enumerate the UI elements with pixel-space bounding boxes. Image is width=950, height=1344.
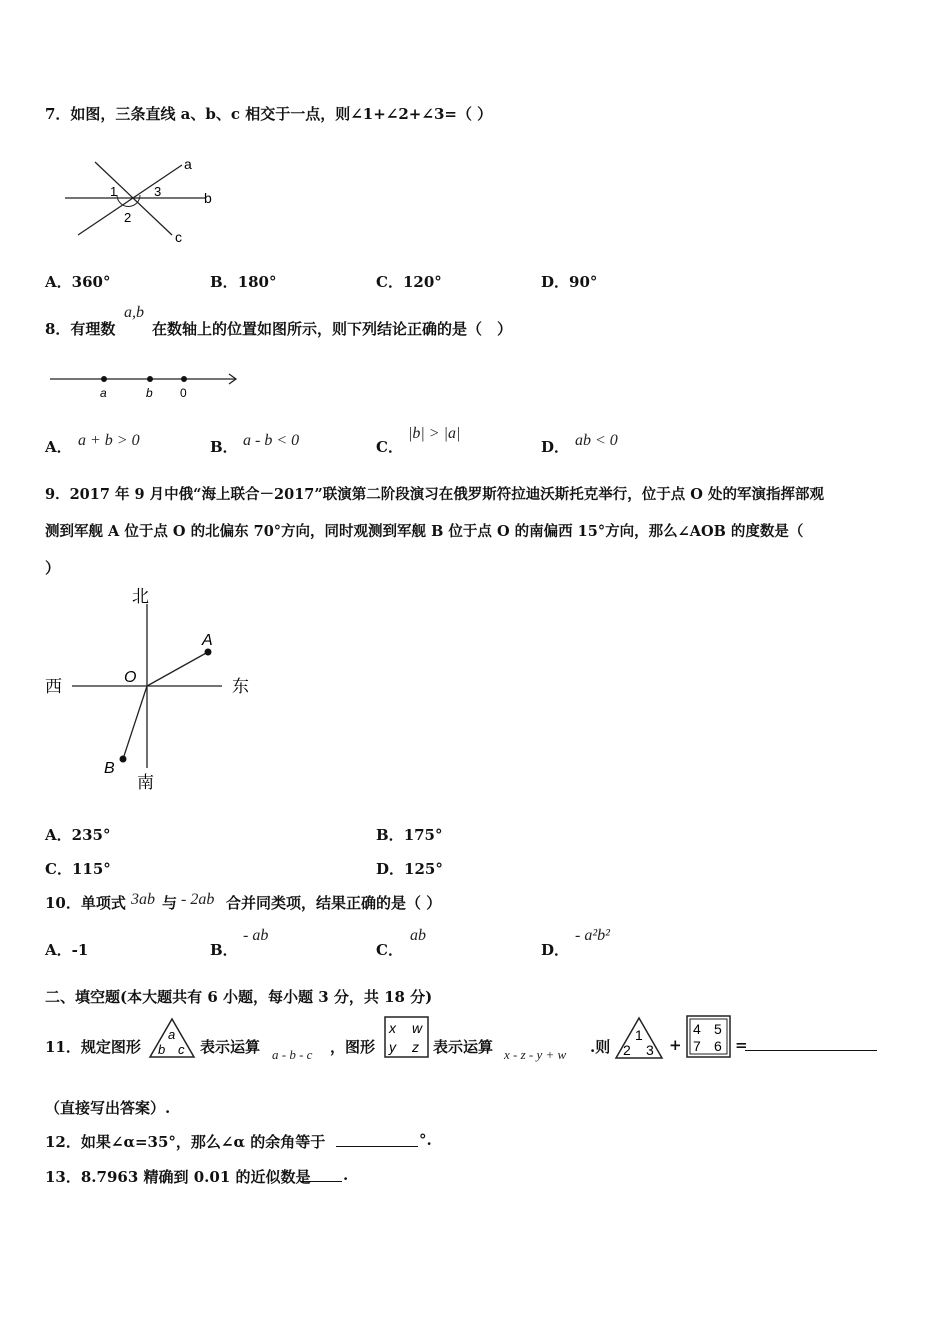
q8-option-d-value: ab < 0 — [575, 432, 618, 449]
angle-2-label: 2 — [124, 210, 132, 225]
point-zero — [181, 376, 187, 382]
q9-option-c[interactable]: C．115° — [45, 860, 111, 878]
question-11-expr-1: a - b - c — [272, 1047, 313, 1062]
q8-option-a-value: a + b > 0 — [78, 432, 140, 449]
box-w: w — [412, 1020, 423, 1036]
intersecting-lines-figure — [60, 150, 220, 250]
question-9-line3: ） — [45, 559, 61, 577]
equals-sign: = — [735, 1036, 748, 1054]
axis-label-a: a — [100, 386, 107, 400]
q10-option-c-label[interactable]: C． — [376, 941, 403, 959]
point-a — [205, 649, 212, 656]
q8-option-a-label[interactable]: A． — [45, 438, 72, 456]
box-y: y — [389, 1039, 396, 1055]
label-a: A — [202, 632, 213, 649]
ray-ob — [123, 686, 147, 759]
question-12-pre: 12．如果∠α=35°，那么∠α 的余角等于 — [45, 1133, 326, 1151]
question-9-line1: 9．2017 年 9 月中俄“海上联合－2017”联演第二阶段演习在俄罗斯符拉迪沃斯托克举行，位于点 O 处的军演指挥部观 — [45, 486, 824, 503]
plus-sign: + — [669, 1036, 682, 1054]
box-tl: 4 — [693, 1021, 701, 1037]
q8-option-b-value: a - b < 0 — [243, 432, 300, 449]
question-11-pre: 11．规定图形 — [45, 1038, 141, 1056]
angle-3-label: 3 — [154, 184, 162, 199]
question-10-mid: 与 — [162, 894, 178, 912]
q7-option-a[interactable]: A．360° — [45, 273, 111, 291]
ray-oa — [147, 652, 208, 686]
triangle-a: a — [168, 1027, 176, 1042]
q9-option-a[interactable]: A．235° — [45, 826, 111, 844]
q8-option-c-value: |b| > |a| — [408, 425, 461, 442]
triangle-c: c — [178, 1042, 185, 1057]
angle-1-label: 1 — [110, 184, 118, 199]
question-10-monomial-2: - 2ab — [181, 891, 215, 908]
question-11-text-2: ，图形 — [330, 1038, 376, 1056]
question-8-pre: 8．有理数 — [45, 320, 116, 338]
question-13-post: . — [343, 1166, 349, 1184]
label-south: 南 — [137, 773, 154, 792]
triangle-top: 1 — [635, 1027, 643, 1043]
label-north: 北 — [132, 587, 149, 606]
q7-option-c[interactable]: C．120° — [376, 273, 442, 291]
label-east: 东 — [232, 677, 249, 696]
answer-blank-12[interactable] — [336, 1146, 418, 1147]
q10-option-d-label[interactable]: D． — [541, 941, 570, 959]
question-13-pre: 13．8.7963 精确到 0.01 的近似数是 — [45, 1168, 311, 1186]
q8-option-d-label[interactable]: D． — [541, 438, 570, 456]
question-8-post: 在数轴上的位置如图所示，则下列结论正确的是（ ） — [152, 320, 513, 338]
q10-option-a[interactable]: A．-1 — [45, 941, 89, 959]
box-z: z — [412, 1039, 419, 1055]
question-11-text-1: 表示运算 — [200, 1038, 261, 1056]
answer-blank-13[interactable] — [300, 1181, 342, 1182]
section-2-title: 二、填空题(本大题共有 6 小题，每小题 3 分，共 18 分) — [45, 988, 433, 1006]
axis-label-b: b — [146, 386, 153, 400]
box-br: 6 — [714, 1038, 722, 1054]
q8-option-c-label[interactable]: C． — [376, 438, 403, 456]
triangle-number-figure — [614, 1016, 664, 1060]
question-10-pre: 10．单项式 — [45, 894, 126, 912]
triangle-right: 3 — [646, 1042, 654, 1058]
question-7-text: 7．如图，三条直线 a、b、c 相交于一点，则∠1+∠2+∠3=（ ） — [45, 105, 493, 123]
triangle-left: 2 — [623, 1042, 631, 1058]
q7-option-b[interactable]: B．180° — [210, 273, 277, 291]
q7-option-d[interactable]: D．90° — [541, 273, 598, 291]
question-10-post: 合并同类项，结果正确的是（ ） — [226, 894, 442, 912]
q8-option-b-label[interactable]: B． — [210, 438, 238, 456]
point-b — [120, 756, 127, 763]
question-10-monomial-1: 3ab — [131, 891, 155, 908]
question-11-expr-2: x - z - y + w — [504, 1047, 567, 1062]
q9-option-b[interactable]: B．175° — [376, 826, 443, 844]
box-number-figure — [686, 1015, 732, 1059]
triangle-b: b — [158, 1042, 166, 1057]
label-west: 西 — [45, 677, 62, 696]
box-symbol-figure — [384, 1016, 430, 1058]
axis-label-zero: 0 — [180, 386, 187, 400]
compass-figure — [40, 582, 270, 794]
q10-option-d-value: - a²b² — [575, 927, 610, 944]
box-x: x — [389, 1020, 396, 1036]
question-8-vars: a,b — [124, 304, 144, 321]
question-11-tail: （直接写出答案）. — [45, 1099, 171, 1117]
q10-option-c-value: ab — [410, 927, 426, 944]
label-o: O — [124, 669, 137, 686]
box-tr: 5 — [714, 1021, 722, 1037]
question-9-line2: 测到军舰 A 位于点 O 的北偏东 70°方向，同时观测到军舰 B 位于点 O 的南偏西 15°方向，那么∠AOB 的度数是（ — [45, 523, 804, 540]
q10-option-b-value: - ab — [243, 927, 269, 944]
q10-option-b-label[interactable]: B． — [210, 941, 238, 959]
point-a — [101, 376, 107, 382]
number-line-figure — [45, 368, 245, 404]
point-b — [147, 376, 153, 382]
question-12-post: °. — [419, 1131, 432, 1149]
box-bl: 7 — [693, 1038, 701, 1054]
label-b: B — [104, 760, 115, 777]
label-c: c — [175, 229, 182, 245]
triangle-symbol-figure — [148, 1017, 196, 1059]
label-b: b — [204, 190, 212, 206]
answer-blank-11[interactable] — [745, 1050, 877, 1051]
question-11-text-4: .则 — [590, 1038, 611, 1056]
question-11-text-3: 表示运算 — [433, 1038, 494, 1056]
q9-option-d[interactable]: D．125° — [376, 860, 443, 878]
label-a: a — [184, 156, 192, 172]
